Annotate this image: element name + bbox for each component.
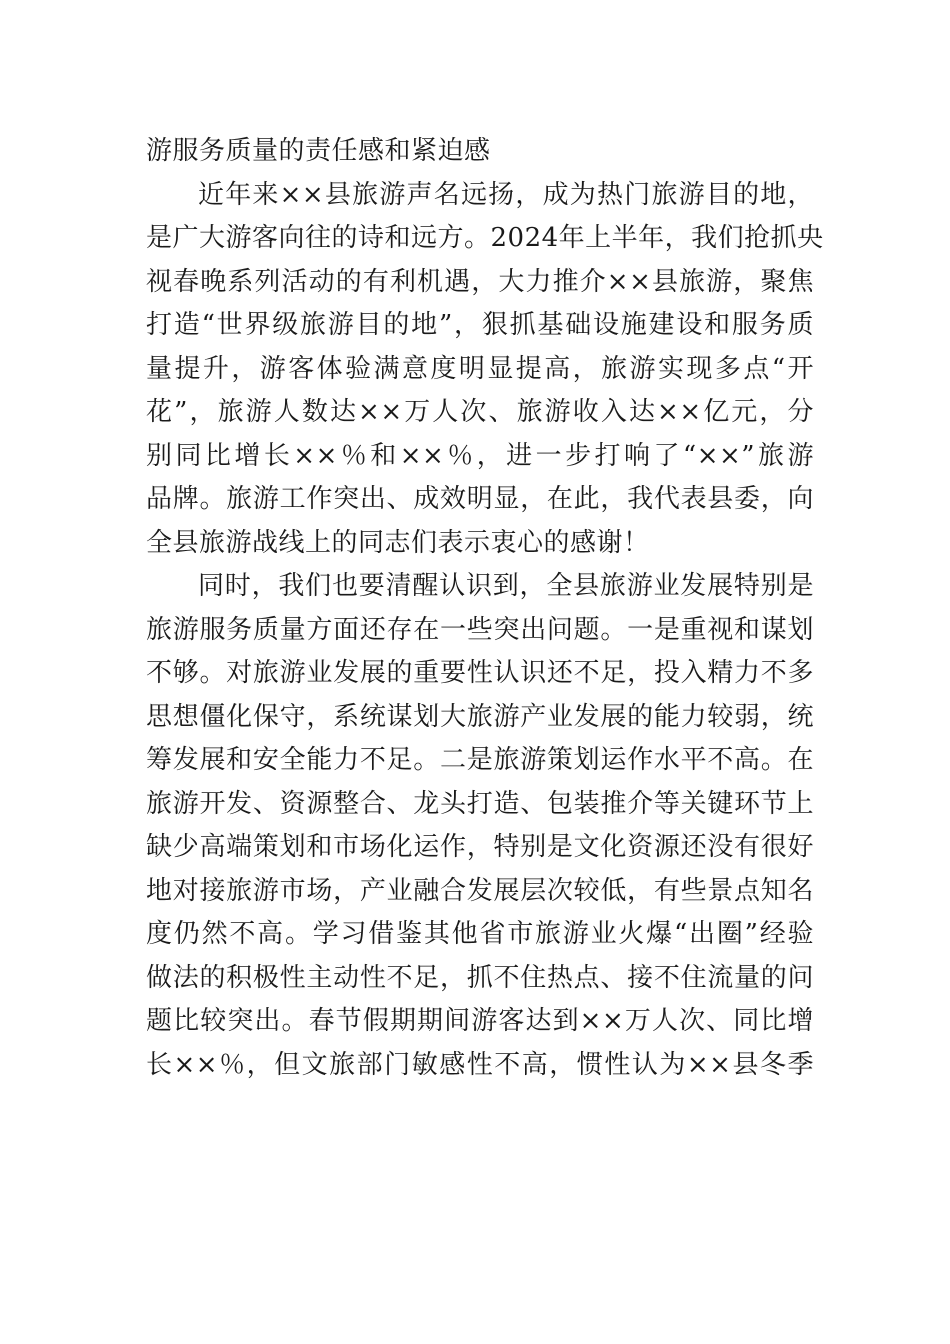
- text-line-18: 地对接旅游市场，产业融合发展层次较低，有些景点知名: [146, 875, 814, 906]
- text-line-7: 花”，旅游人数达××万人次、旅游收入达××亿元，分: [146, 397, 814, 427]
- text-line-1: 游服务质量的责任感和紧迫感: [146, 136, 491, 166]
- text-line-8: 别同比增长××％和××％，进一步打响了“××”旅游: [146, 440, 814, 471]
- text-line-4: 视春晚系列活动的有利机遇，大力推介××县旅游，聚焦: [146, 266, 814, 297]
- text-line-12: 旅游服务质量方面还存在一些突出问题。一是重视和谋划: [146, 614, 814, 645]
- text-line-6: 量提升，游客体验满意度明显提高，旅游实现多点“开: [146, 353, 814, 384]
- text-line-22: 长××％，但文旅部门敏感性不高，惯性认为××县冬季: [146, 1049, 814, 1080]
- text-line-17: 缺少高端策划和市场化运作，特别是文化资源还没有很好: [146, 832, 814, 862]
- text-line-21: 题比较突出。春节假期期间游客达到××万人次、同比增: [146, 1006, 814, 1036]
- text-line-9: 品牌。旅游工作突出、成效明显，在此，我代表县委，向: [146, 484, 814, 514]
- text-line-2: 近年来××县旅游声名远扬，成为热门旅游目的地，: [198, 179, 814, 210]
- body-text: [146, 130, 824, 1087]
- text-line-11: 同时，我们也要清醒认识到，全县旅游业发展特别是: [198, 571, 814, 601]
- text-line-16: 旅游开发、资源整合、龙头打造、包装推介等关键环节上: [146, 788, 814, 819]
- text-line-14: 思想僵化保守，系统谋划大旅游产业发展的能力较弱，统: [146, 701, 814, 732]
- text-line-10: 全县旅游战线上的同志们表示衷心的感谢！: [146, 527, 650, 558]
- text-line-19: 度仍然不高。学习借鉴其他省市旅游业火爆“出圈”经验: [146, 919, 814, 949]
- text-line-15: 筹发展和安全能力不足。二是旅游策划运作水平不高。在: [146, 745, 814, 775]
- text-line-5: 打造“世界级旅游目的地”，狠抓基础设施建设和服务质: [146, 310, 814, 340]
- text-line-13: 不够。对旅游业发展的重要性认识还不足，投入精力不多: [146, 658, 814, 688]
- text-line-3: 是广大游客向往的诗和远方。2024年上半年，我们抢抓央: [146, 223, 824, 253]
- text-line-20: 做法的积极性主动性不足，抓不住热点、接不住流量的问: [146, 962, 814, 993]
